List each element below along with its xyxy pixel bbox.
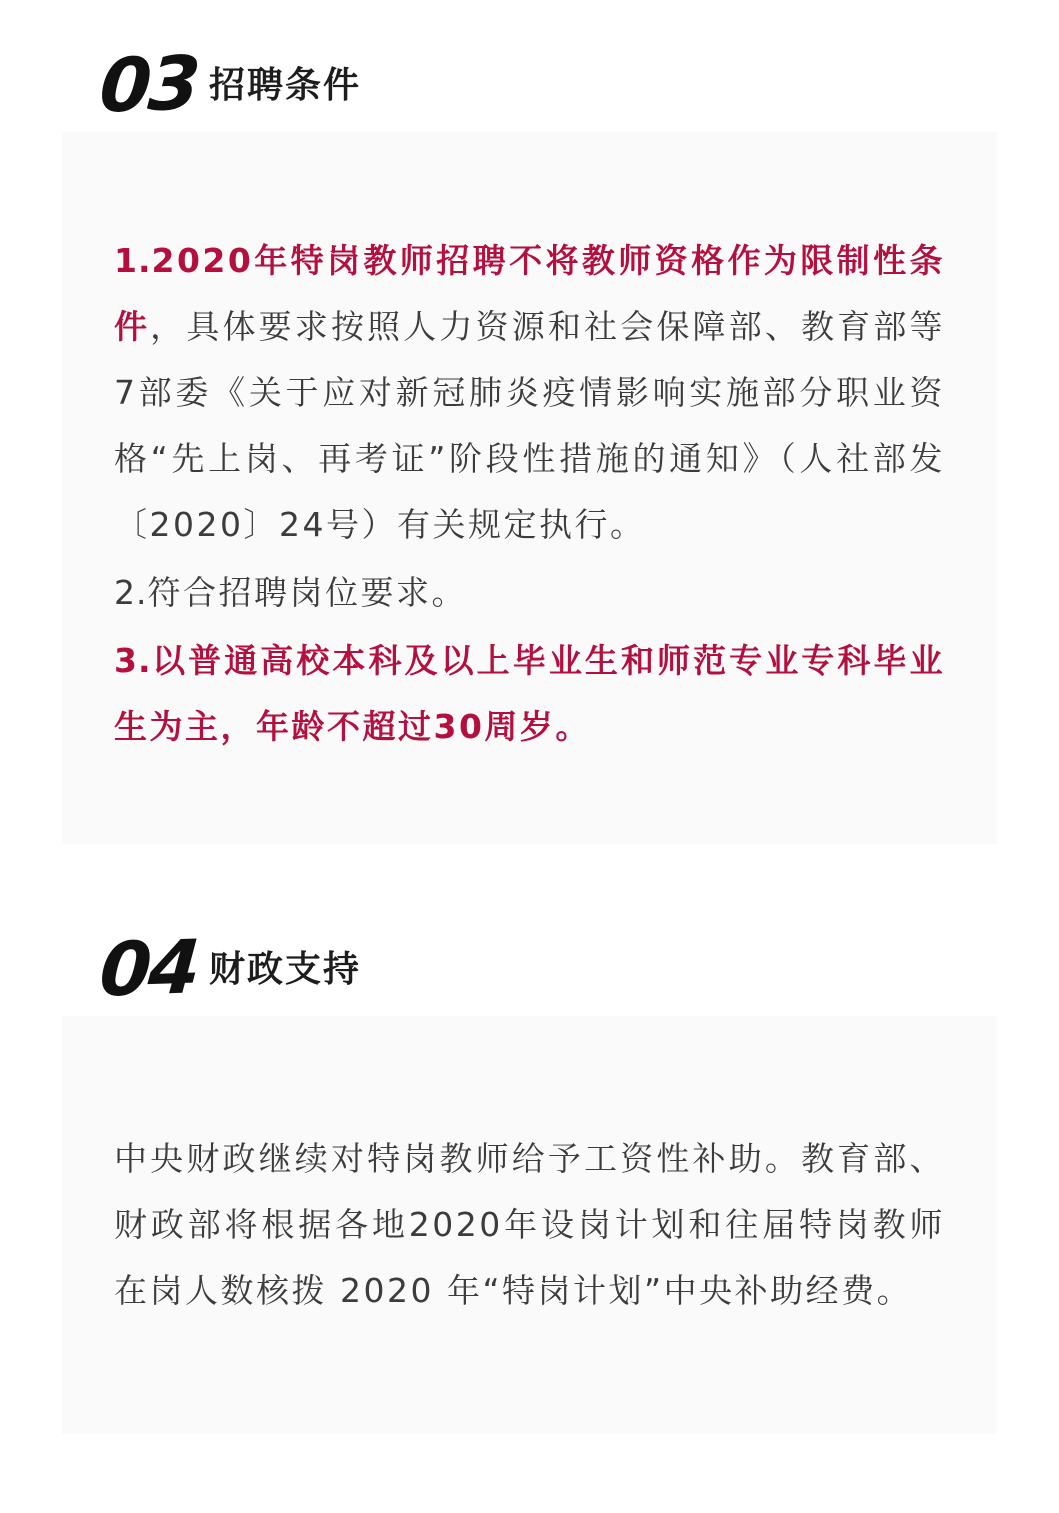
list-item-highlight: 以普通高校本科及以上毕业生和师范专业专科毕业生为主，年龄不超过30周岁。 bbox=[114, 641, 945, 746]
list-item-text: ，具体要求按照人力资源和社会保障部、教育部等7部委《关于应对新冠肺炎疫情影响实施部分职业资格“先上岗、再考证”阶段性措施的通知》（人社部发〔2020〕24号）有关规定执行。 bbox=[114, 307, 946, 544]
list-item-highlight: 2020年特岗教师招聘不将教师资格作为限制性条件 bbox=[114, 241, 945, 346]
section-title: 财政支持 bbox=[208, 949, 361, 990]
list-item bbox=[114, 560, 945, 626]
section-financial-support bbox=[0, 912, 1059, 1434]
section-content-card bbox=[62, 132, 997, 844]
section-content-card bbox=[62, 1016, 997, 1434]
section-header bbox=[0, 28, 1059, 130]
list-item bbox=[114, 228, 945, 558]
list-item bbox=[114, 628, 945, 760]
document-page bbox=[0, 28, 1059, 1513]
list-item-number: 2. bbox=[114, 573, 148, 612]
section-number: 04 bbox=[96, 924, 201, 1014]
list-item-number: 1. bbox=[114, 241, 152, 280]
section-recruitment-conditions bbox=[0, 28, 1059, 844]
paragraph-text: 中央财政继续对特岗教师给予工资性补助。教育部、财政部将根据各地2020年设岗计划和往届特岗教师在岗人数核拨 2020 年“特岗计划”中央补助经费。 bbox=[114, 1139, 945, 1310]
list-item-number: 3. bbox=[114, 641, 152, 680]
section-title: 招聘条件 bbox=[208, 65, 361, 106]
paragraph bbox=[114, 1126, 945, 1324]
section-header bbox=[0, 912, 1059, 1014]
section-number: 03 bbox=[96, 40, 201, 130]
list-item-text: 符合招聘岗位要求。 bbox=[147, 573, 467, 612]
